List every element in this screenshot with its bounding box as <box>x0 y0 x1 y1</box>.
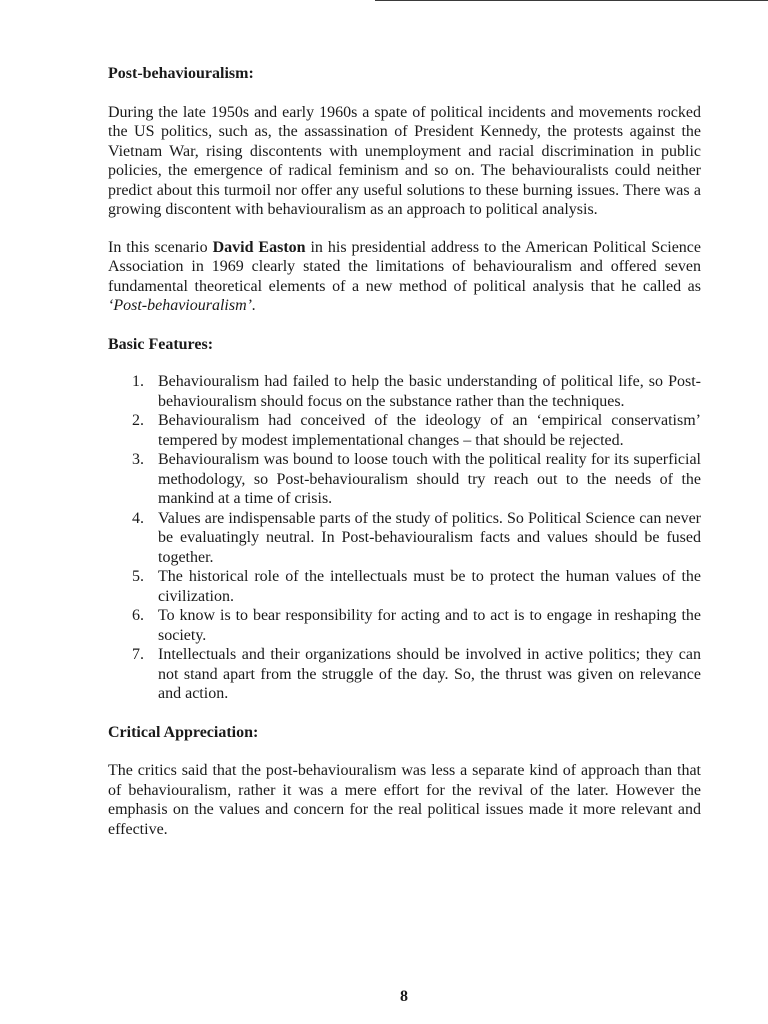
feature-number: 2. <box>132 412 144 429</box>
post-behaviouralism-term: ‘Post-behaviouralism’. <box>108 297 256 314</box>
easton-text-middle: in his presidential address to the American Political Science Association in 1969 clearly stated the limitations of behaviouralism and offered seven fundamental theoretical elements of a new method of political analysis that he called as <box>108 238 702 295</box>
feature-number: 6. <box>132 607 144 624</box>
basic-features-heading: Basic Features: <box>108 335 214 353</box>
feature-text: The historical role of the intellectuals must be to protect the human values of the civilization. <box>158 568 701 605</box>
feature-number: 4. <box>132 509 144 527</box>
easton-paragraph <box>108 238 701 316</box>
feature-item-1 <box>108 372 701 411</box>
feature-text: Values are indispensable parts of the study of politics. So Political Science can never be evaluatingly neutral. In Post-behaviouralism facts and values should be fused together. <box>158 509 701 566</box>
top-border-line <box>375 0 768 1</box>
easton-name: David Easton <box>212 238 306 256</box>
page-number: 8 <box>400 988 408 1005</box>
feature-item-7 <box>108 645 701 704</box>
feature-text: Behaviouralism was bound to loose touch with the political reality for its superficial methodology, so Post-behaviouralism should try reach out to the needs of the mankind at a time of crisis. <box>158 451 701 507</box>
feature-text: Intellectuals and their organizations should be involved in active politics; they can not stand apart from the struggle of the day. So, the thrust was given on relevance and action. <box>158 646 701 702</box>
feature-item-5 <box>108 567 701 606</box>
easton-text-before: In this scenario <box>108 238 213 256</box>
feature-item-6 <box>108 606 701 645</box>
feature-text: Behaviouralism had conceived of the ideology of an ‘empirical conservatism’ tempered by modest implementational changes – that should be rejected. <box>158 412 701 449</box>
feature-text: Behaviouralism had failed to help the basic understanding of political life, so Post-behaviouralism should focus on the substance rather than the techniques. <box>158 373 701 410</box>
intro-paragraph: During the late 1950s and early 1960s a spate of political incidents and movements rocked the US politics, such as, the assassination of President Kennedy, the protests against the Vietnam War, rising discontents with unemployment and racial discrimination in public policies, the emergence of radical feminism and so on. The behaviouralists could neither predict about this turmoil nor offer any useful solutions to these burning issues. There was a growing discontent with behaviouralism as an approach to political analysis. <box>108 103 701 218</box>
page-content <box>108 60 701 839</box>
feature-number: 3. <box>132 451 144 468</box>
feature-number: 7. <box>132 646 144 663</box>
feature-number: 1. <box>132 373 144 390</box>
feature-text: To know is to bear responsibility for acting and to act is to engage in reshaping the society. <box>158 607 701 644</box>
feature-item-4 <box>108 509 701 568</box>
critical-appreciation-heading: Critical Appreciation: <box>108 723 259 741</box>
feature-number: 5. <box>132 568 144 585</box>
critical-paragraph: The critics said that the post-behaviouralism was less a separate kind of approach than that of behaviouralism, rather it was a mere effort for the revival of the later. However the emphasis on the values and concern for the real political issues made it more relevant and effective. <box>108 762 701 838</box>
post-behaviouralism-heading: Post-behaviouralism: <box>108 65 254 82</box>
feature-item-3 <box>108 450 701 509</box>
feature-item-2 <box>108 411 701 450</box>
features-list <box>108 372 701 704</box>
